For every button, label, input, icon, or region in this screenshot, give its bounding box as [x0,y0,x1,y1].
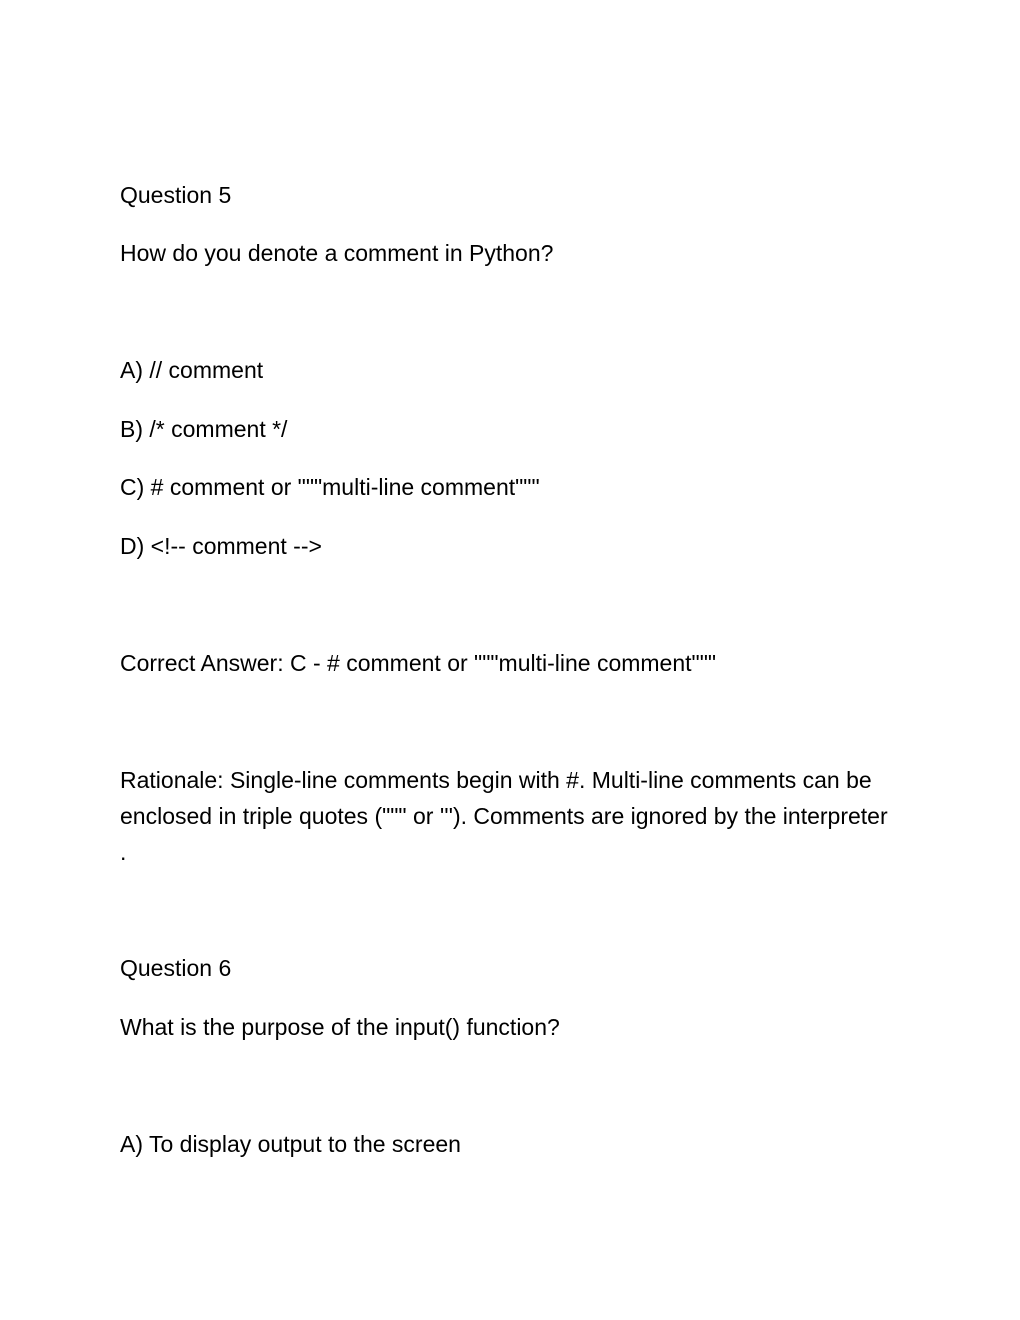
question-6-heading: Question 6 [120,955,232,981]
question-6-text: What is the purpose of the input() function? [120,1014,560,1040]
question-5-heading: Question 5 [120,182,232,208]
question-5-option-d: D) <!-- comment --> [120,533,322,559]
question-5-correct-answer: Correct Answer: C - # comment or """multi-line comment""" [120,650,717,676]
question-5-text: How do you denote a comment in Python? [120,240,554,266]
question-6-option-a: A) To display output to the screen [120,1131,461,1157]
question-5-rationale: Rationale: Single-line comments begin with #. Multi-line comments can be enclosed in triple quotes (""" or '''). Comments are ignored by the interpreter . [120,767,888,865]
question-5-option-b: B) /* comment */ [120,416,288,442]
question-5-option-c: C) # comment or """multi-line comment""" [120,474,540,500]
question-5-option-a: A) // comment [120,357,264,383]
